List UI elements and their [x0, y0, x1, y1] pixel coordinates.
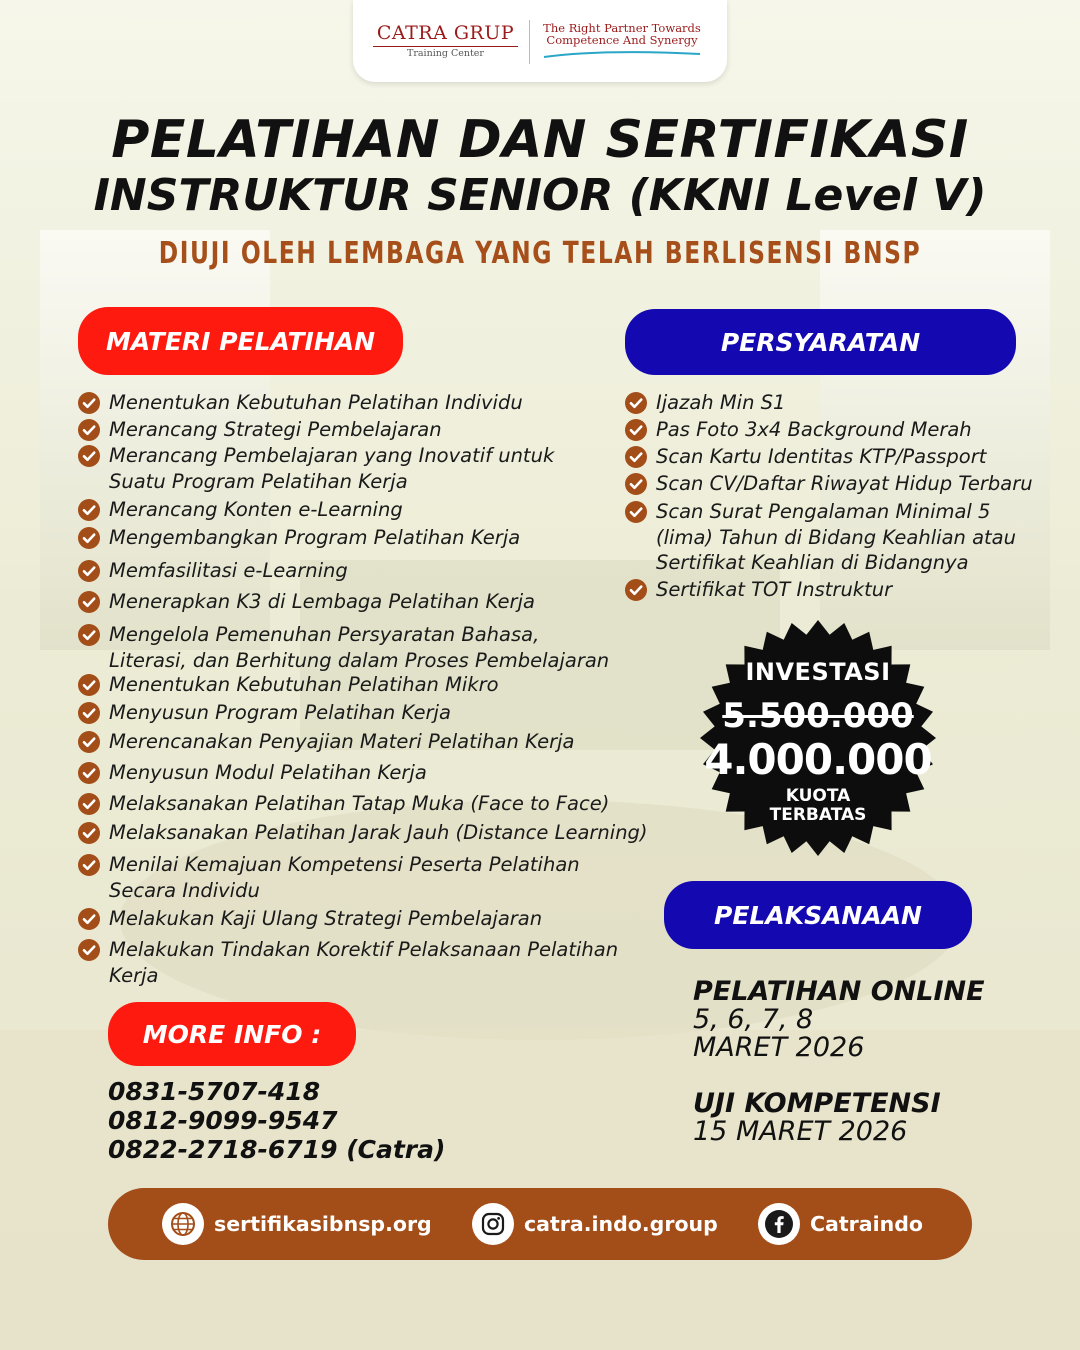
check-icon	[78, 624, 100, 646]
check-icon	[78, 445, 100, 467]
subtitle: DIUJI OLEH LEMBAGA YANG TELAH BERLISENSI BNSP	[158, 236, 922, 271]
more-info-heading	[108, 1002, 356, 1066]
list-item-text	[656, 471, 1033, 497]
list-item-line: Literasi, dan Berhitung dalam Proses Pembelajaran	[109, 649, 610, 672]
uji-title: UJI KOMPETENSI	[693, 1088, 941, 1119]
phone-list	[108, 1077, 445, 1164]
check-icon	[78, 527, 100, 549]
check-icon	[78, 731, 100, 753]
investasi-label: INVESTASI	[745, 658, 891, 686]
check-icon	[78, 591, 100, 613]
list-item-text	[656, 444, 986, 470]
list-item-line: Scan CV/Daftar Riwayat Hidup Terbaru	[656, 472, 1033, 495]
logo-divider	[529, 20, 530, 64]
check-icon	[78, 762, 100, 784]
check-icon	[78, 854, 100, 876]
check-icon	[78, 702, 100, 724]
materi-heading-label: MATERI PELATIHAN	[105, 326, 376, 356]
list-item-text	[656, 390, 785, 416]
list-item-text	[109, 443, 554, 495]
list-item-text	[109, 622, 609, 674]
list-item-line: Melakukan Kaji Ulang Strategi Pembelajaran	[109, 907, 543, 930]
new-price: 4.000.000	[704, 735, 932, 784]
list-item-line: Menentukan Kebutuhan Pelatihan Mikro	[109, 673, 499, 696]
list-item-text	[109, 589, 535, 615]
list-item-line: Scan Kartu Identitas KTP/Passport	[656, 445, 987, 468]
online-month: MARET 2026	[693, 1032, 865, 1063]
list-item-text	[109, 791, 609, 817]
tagline-line1: The Right Partner Towards	[543, 21, 701, 35]
check-icon	[78, 499, 100, 521]
list-item-line: Sertifikat Keahlian di Bidangnya	[656, 551, 969, 574]
phone-number[interactable]: 0831-5707-418	[108, 1077, 321, 1106]
more-info-heading-label: MORE INFO :	[142, 1019, 322, 1049]
list-item-text	[109, 729, 575, 755]
online-dates: 5, 6, 7, 8	[693, 1004, 814, 1035]
list-item-line: Sertifikat TOT Instruktur	[656, 578, 893, 601]
list-item-text	[109, 525, 520, 551]
check-icon	[625, 419, 647, 441]
phone-number[interactable]: 0812-9099-9547	[108, 1106, 338, 1135]
list-item-line: Menentukan Kebutuhan Pelatihan Individu	[109, 391, 523, 414]
list-item-line: Melaksanakan Pelatihan Tatap Muka (Face to Face)	[109, 792, 610, 815]
check-icon	[625, 579, 647, 601]
old-price	[698, 696, 938, 736]
list-item-line: Mengembangkan Program Pelatihan Kerja	[109, 526, 521, 549]
quota-line1: KUOTA	[785, 786, 851, 806]
pelaksanaan-heading	[664, 881, 972, 949]
catra-logo	[373, 22, 518, 59]
list-item-text	[109, 820, 648, 846]
uji-schedule	[693, 1090, 941, 1146]
instagram-icon	[472, 1203, 514, 1245]
list-item-line: Melaksanakan Pelatihan Jarak Jauh (Distance Learning)	[109, 821, 648, 844]
online-schedule	[693, 978, 985, 1062]
logo-tagline	[537, 22, 707, 60]
list-item-text	[109, 390, 523, 416]
check-icon	[625, 473, 647, 495]
uji-date: 15 MARET 2026	[693, 1116, 908, 1147]
pelaksanaan-heading-label: PELAKSANAAN	[714, 900, 922, 930]
list-item-line: Merancang Konten e-Learning	[109, 498, 403, 521]
list-item-text	[656, 417, 972, 443]
check-icon	[625, 501, 647, 523]
list-item-line: Memfasilitasi e-Learning	[109, 559, 348, 582]
check-icon	[78, 939, 100, 961]
facebook-icon	[758, 1203, 800, 1245]
list-item-line: Secara Individu	[109, 879, 260, 902]
check-icon	[625, 392, 647, 414]
facebook-label: Catraindo	[810, 1212, 924, 1236]
logo-subname: Training Center	[373, 46, 518, 59]
list-item-text	[109, 937, 618, 989]
list-item-text	[109, 558, 348, 584]
list-item-line: Pas Foto 3x4 Background Merah	[656, 418, 972, 441]
quota-note	[698, 787, 938, 825]
list-item-line: Merancang Strategi Pembelajaran	[109, 418, 442, 441]
list-item-line: Mengelola Pemenuhan Persyaratan Bahasa,	[109, 623, 540, 646]
list-item-line: Scan Surat Pengalaman Minimal 5	[656, 500, 991, 523]
online-title: PELATIHAN ONLINE	[693, 976, 985, 1007]
check-icon	[78, 793, 100, 815]
instagram-label: catra.indo.group	[524, 1212, 718, 1236]
instagram-link[interactable]	[472, 1202, 718, 1246]
website-label: sertifikasibnsp.org	[214, 1212, 432, 1236]
list-item-text	[109, 852, 580, 904]
quota-line2: TERBATAS	[769, 805, 867, 825]
swoosh-icon	[542, 48, 702, 60]
list-item-line: Menyusun Modul Pelatihan Kerja	[109, 761, 427, 784]
logo-name: CATRA GRUP	[376, 22, 515, 44]
old-price-value: 5.500.000	[722, 696, 914, 736]
check-icon	[78, 419, 100, 441]
materi-heading	[78, 307, 403, 375]
check-icon	[78, 674, 100, 696]
title-line2: INSTRUKTUR SENIOR (KKNI Level V)	[93, 170, 987, 221]
list-item-line: Ijazah Min S1	[656, 391, 786, 414]
check-icon	[78, 822, 100, 844]
list-item-text	[109, 672, 499, 698]
list-item-line: Melakukan Tindakan Korektif Pelaksanaan Pelatihan	[109, 938, 619, 961]
title-line1: PELATIHAN DAN SERTIFIKASI	[111, 110, 969, 170]
list-item-text	[109, 417, 442, 443]
list-item-line: Merancang Pembelajaran yang Inovatif untuk	[109, 444, 555, 467]
list-item-text	[109, 760, 427, 786]
logo-card	[353, 0, 727, 82]
persyaratan-heading-label: PERSYARATAN	[720, 327, 921, 357]
facebook-link[interactable]	[758, 1202, 923, 1246]
globe-icon	[162, 1203, 204, 1245]
footer-bar	[108, 1188, 972, 1260]
list-item-line: Menyusun Program Pelatihan Kerja	[109, 701, 451, 724]
list-item-line: Kerja	[109, 964, 159, 987]
persyaratan-heading	[625, 309, 1016, 375]
tagline-line2: Competence And Synergy	[546, 33, 698, 47]
list-item-text	[656, 499, 1016, 576]
list-item-line: Suatu Program Pelatihan Kerja	[109, 470, 408, 493]
list-item-text	[109, 906, 542, 932]
check-icon	[78, 560, 100, 582]
list-item-line: Merencanakan Penyajian Materi Pelatihan Kerja	[109, 730, 575, 753]
website-link[interactable]	[162, 1202, 432, 1246]
list-item-text	[109, 497, 403, 523]
list-item-line: Menerapkan K3 di Lembaga Pelatihan Kerja	[109, 590, 535, 613]
list-item-line: Menilai Kemajuan Kompetensi Peserta Pelatihan	[109, 853, 580, 876]
phone-number[interactable]: 0822-2718-6719 (Catra)	[108, 1135, 446, 1164]
check-icon	[78, 392, 100, 414]
list-item-text	[109, 700, 451, 726]
check-icon	[625, 446, 647, 468]
list-item-text	[656, 577, 892, 603]
list-item-line: (lima) Tahun di Bidang Keahlian atau	[656, 525, 1016, 549]
check-icon	[78, 908, 100, 930]
